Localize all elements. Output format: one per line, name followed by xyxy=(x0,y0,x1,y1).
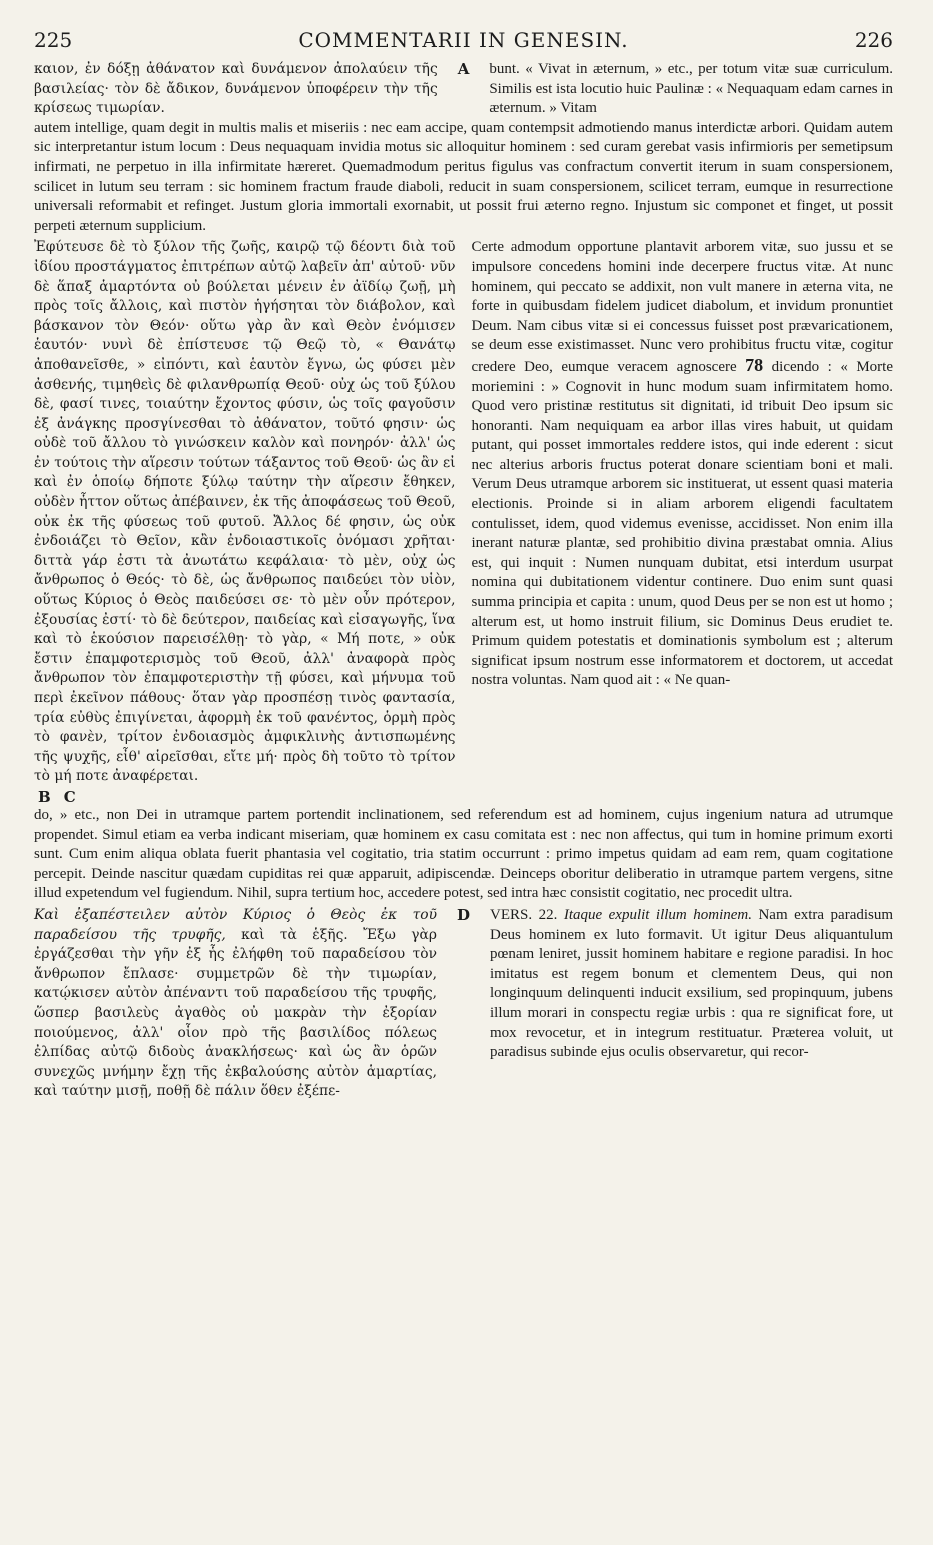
verse-lemma: Itaque expulit illum hominem. xyxy=(563,906,752,923)
running-title: COMMENTARII IN GENESIN. xyxy=(298,28,629,52)
page-header xyxy=(34,28,893,52)
latin-full-a: autem intellige, quam degit in multis malis et miseriis : nec eam accipe, quam contempsit admotiendo manus interdictæ arbori. Quidam autem sic interpretantur istum locum : Deus nequaquam invidia motus sic alloquitur hominem : sed curam gerebat vasis infirmioris per semetipsum infirmati, ne perpetuo in illa infirmitate hæreret. Quemadmodum peritus figulus vas confractum convertit iterum in suam conspersionem, scilicet in lutum seu terram : sic hominem fractum fraude diaboli, reducit in suam conspersionem, scilicet terram, eumque in resurrectione universali reformabit et refinget. Justum gloria immortali exornabit, ut possit frui æterno regno. Injustum sic componet et finget, ut possit perpeti æternum supplicium. xyxy=(34,119,893,234)
margin-marker-d: D xyxy=(457,905,471,924)
block-a xyxy=(34,60,893,119)
block-b xyxy=(34,238,893,806)
latin-text-d xyxy=(490,906,893,1063)
latin-text-a: bunt. « Vivat in æternum, » etc., per totum vitæ suæ curriculum. Similis est ista locutio huic Paulinæ : « Nequaquam edam carnes in æternum. » Vitam xyxy=(489,61,894,117)
block-d xyxy=(34,906,893,1102)
latin-text-d-body: Nam extra paradisum Deus hominem ex luto formavit. Ut igitur Deus aliquantulum pœnam leniret, jussit hominem habitare e regione paradisi. In hoc imitatus est regem bonum et clementem Deus, qui non longinquum delinquenti inducit exsilium, sed propinquum, jubens illum morari in conspectu regiæ urbis : qua re significat fore, ut mox revocetur, et in integrum restituatur. Præterea voluit, ut paradisus subinde ejus oculis observaretur, qui recor- xyxy=(490,906,894,1061)
latin-full-b: do, » etc., non Dei in utramque partem portendit inclinationem, sed referendum est ad hominem, cujus ingenium natura ad utrumque propendet. Simul etiam ea verba indicant miseriam, quæ hominem ex casu comitata est : nec non affectus, qui tum in homine primum exorti sunt. Cum enim aliqua oblata fuerit phantasia vel cogitatio, tria statim occurrunt : primo impetus quidam ad eam rem, quam cogitatione percepit. Deinde nascitur quædam cupiditas rei quæ apparuit, adipiscendæ. Deinceps oboritur deliberatio in utramque partem vergens, sitne illud expetendum vel fugiendum. Nihil, supra tertium hoc, accedere potest, sed intra hæc consistit cogitatio, nec procedit ultra. xyxy=(34,806,893,902)
page-number-left: 225 xyxy=(34,28,73,52)
margin-marker-c: C xyxy=(63,787,76,806)
margin-marker-b: B xyxy=(38,787,51,806)
latin-text-b xyxy=(472,238,894,691)
latin-text-b-part2: dicendo : « Morte moriemini : » Cognovit in hunc modum suam infirmitatem homo. Quod vero pristinæ restitutus sit dignitati, id tribuit Deo ipsum sic honoranti. Nam nequiquam ea arbor illas vires habuit, ut quidam putant, qui posset immortales reddere istos, qui inde ederent : sicut nec alterius arboris fructus poterat donare scientiam boni et mali. Verum Deus utramque arborem sic instituerat, ut essent quasi materia electionis. Proinde si in aliam arborem eligendi facultatem contulisset, idem, quod videmus evenisse, accidisset. Non enim illa inerant naturæ plantæ, sed prohibitio divina præstabat omnia. Alius est, qui inquit : Numen nunquam dubitat, etsi interdum usurpat nomina qui dubitationem videntur continere. Duo enim sunt quasi summa principia et capita : unum, quod Deus per se non est ut homo ; alterum est, ut homo instruit filium, sic Dominus Deus erudiet te. Primum quidem potestatis et dominationis symbolum est ; alterum significat ipsum nostrum esse informatorem et doctorem, ut accedat nostra voluntas. Nam quod ait : « Ne quan- xyxy=(471,358,894,689)
migne-column-number: 78 xyxy=(745,354,764,375)
margin-marker-a: A xyxy=(457,60,470,78)
latin-text-b-part1: Certe admodum opportune plantavit arborem vitæ, suo jussu et se impulsore concedens homini inde decerpere fructus vitæ. At nunc hominem, qui peccato se addixit, non vult manere in æterna vita, ne forte in quibusdam fidelem judicet diabolum, et invidum pronuntiet Deum. Nam cibus vitæ si ei concessus fuisset post prævaricationem, se deum esse existimasset. Nunc vero prohibitus fructu vitæ, cogitur credere Deo, eumque veracem agnoscere xyxy=(471,239,893,375)
greek-text-d xyxy=(34,906,437,1102)
page-number-right: 226 xyxy=(854,28,893,52)
greek-text-b: Ἐφύτευσε δὲ τὸ ξύλον τῆς ζωῆς, καιρῷ τῷ δέοντι διὰ τοῦ ἰδίου προστάγματος ἐπιτρέπων αὐτῷ λαβεῖν ἀπ' αὐτοῦ· νῦν δὲ ἅπαξ ἁμαρτόντα οὐ βούλεται μένειν ἐν ἀϊδίῳ ζωῇ, μὴ πρὸς τοῖς ἄλλοις, καὶ πιστὸν ἡγήσηται τὸν διάβολον, καὶ βάσκανον τὸν Θεόν· οὕτω γὰρ ἂν καὶ Θεὸν ἐνόμισεν ἑαυτόν· νυνὶ δὲ ἐπίστευσε τῷ Θεῷ τὸ, « Θανάτῳ ἀποθανεῖσθε, » εἰπόντι, καὶ ἑαυτὸν ἔγνω, ὡς φύσει μὲν ἀσθενής, τιμηθεὶς δὲ φιλανθρωπίᾳ Θεοῦ· οὐχ ὡς τοῦ ξύλου δὲ, φασί τινες, τοιαύτην ἔχοντος φύσιν, ὡς τοῖς φαγοῦσιν ἐξ ἀνάγκης προσγίνεσθαι τὸ ἀθάνατον, τοῦτό φησιν· ὡς οὐδὲ τοῦ ἄλλου τὸ γινώσκειν καλὸν καὶ πονηρόν· ἀλλ' ὡς ἐν τούτοις τὴν αἵρεσιν τούτων τάξαντος τοῦ Θεοῦ· ὡς ἂν εἰ καὶ ἐν ὁποίῳ δήποτε ξύλῳ ταύτην τὴν αἵρεσιν ἔθηκεν, οὐδὲν ἧττον οὕτως ἀπέβαινεν, ἐκ τῆς ἀποφάσεως τοῦ Θεοῦ, οὐκ ἐκ τῆς φύσεως τοῦ φυτοῦ. Ἄλλος δέ φησιν, ὡς οὐκ ἐνδοιάζει τὸ Θεῖον, κἂν ἐνδοιαστικοῖς ὀνόμασι χρῆται· διττὰ γάρ ἐστι τὰ ἀνωτάτω κεφάλαια· τὸ μὲν, οὐχ ὡς ἄνθρωπος ὁ Θεός· τὸ δὲ, ὡς ἄνθρωπος παιδεύει τὸν υἱὸν, οὕτως Κύριος ὁ Θεὸς παιδεύσει σε· τὸ μὲν οὖν πρότερον, ἐξουσίας ἐστί· τὸ δὲ δεύτερον, παιδείας καὶ εἰσαγωγῆς, ἵνα καὶ τὸ ἑκούσιον παρεισέλθῃ· τὸ γὰρ, « Μή ποτε, » οὐκ ἔστιν ἐπαμφοτερισμὸς τοῦ Θεοῦ, ἀλλ' ἀναφορὰ πρὸς ἄνθρωπον τὸν ἐπαμφοτεριστὴν τῇ φύσει, καὶ μήνυμα τοῦ περὶ ἐκεῖνον πάθους· ὅταν γὰρ προσπέσῃ τινὸς φαντασία, τρία εὐθὺς ἐπιγίνεται, ἀφορμὴ ἐκ τοῦ φανέντος, ὁρμὴ πρὸς τὸ φανὲν, τρίτον ἐνδοιασμὸς ἀμφικλινὴς ἀντισπωμένης τῆς ψυχῆς, εἶθ' αἱρεῖσθαι, εἴτε μή· πρὸς δὴ τοῦτο τὸ τρίτον τὸ μή ποτε ἀναφέρεται. xyxy=(34,239,456,785)
greek-text-d-body: καὶ τὰ ἑξῆς. Ἔξω γὰρ ἐργάζεσθαι τὴν γῆν ἐξ ἧς ἐλήφθη τοῦ παραδείσου τὸν ἄνθρωπον ἔπλασε· συμμετρῶν δὲ τὴν τιμωρίαν, κατῴκισεν αὐτὸν ἀπέναντι τοῦ παραδείσου τῆς τρυφῆς, ὥσπερ βασιλεὺς ἀγαθὸς οὐ μακρὰν τὴν ἐξορίαν ποιούμενος, ἀλλ' οἷον πρὸ τῆς βασιλίδος πόλεως ἐλπίδας αὐτῷ διδοὺς ἀνακλήσεως· καὶ ὡς ἂν ὁρῶν συνεχῶς μνήμην ἔχῃ τῆς ἐκβαλούσης αὐτὸν ἁμαρτίας, καὶ ταύτην μισῇ, ποθῇ δὲ πάλιν ὅθεν ἐξέπε- xyxy=(34,926,437,1100)
greek-text-a: καιον, ἐν δόξῃ ἀθάνατον καὶ δυνάμενον ἀπολαύειν τῆς βασιλείας· τὸν δὲ ἄδικον, δυνάμενον ὑποφέρειν τὴν τῆς κρίσεως τιμωρίαν. xyxy=(34,61,438,117)
lemma-greek: Καὶ ἐξαπέστειλεν αὐτὸν Κύριος ὁ Θεὸς ἐκ τοῦ παραδείσου τῆς τρυφῆς, xyxy=(34,906,437,943)
verse-label: VERS. 22. xyxy=(490,906,558,923)
